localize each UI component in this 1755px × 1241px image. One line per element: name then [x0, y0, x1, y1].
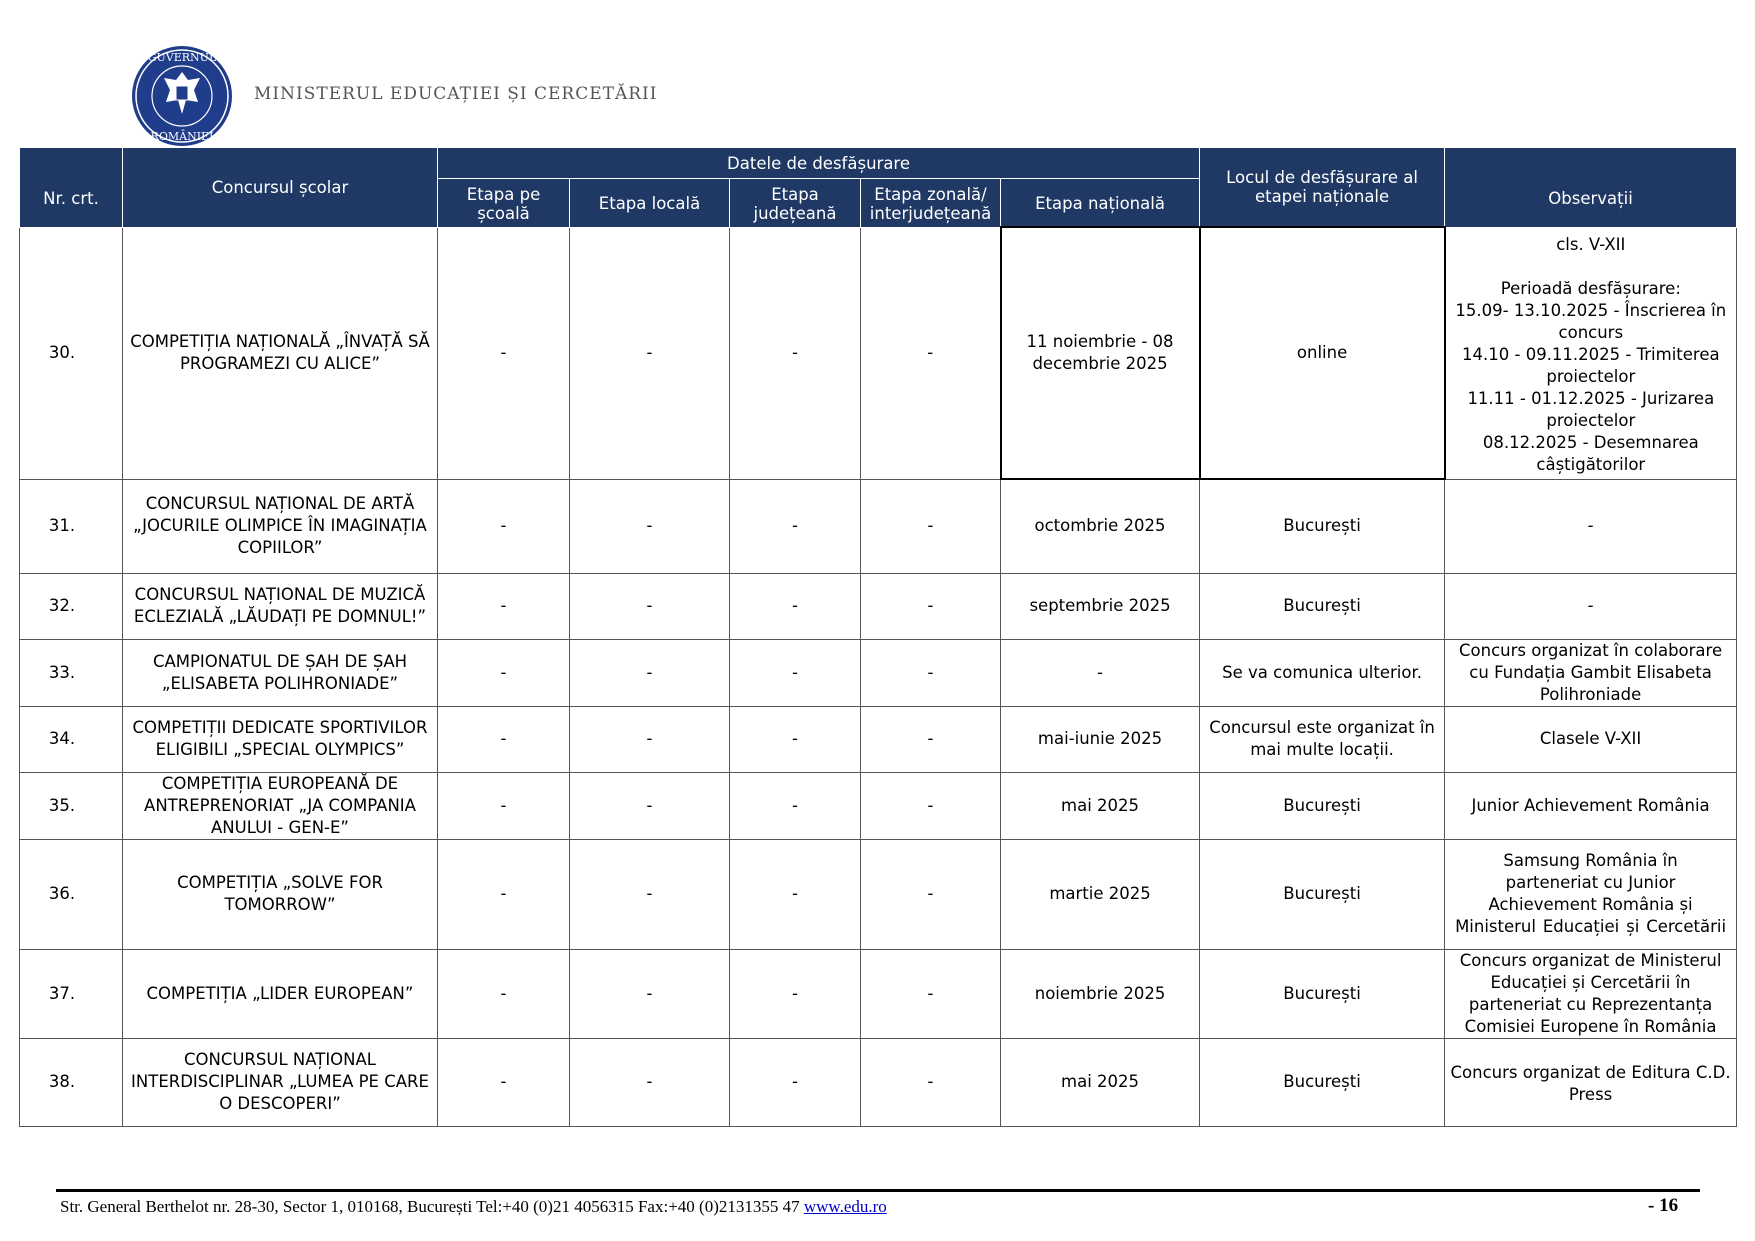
- competitions-table: [19, 147, 1737, 1127]
- row-competition-name: CAMPIONATUL DE ȘAH DE ȘAH „ELISABETA POLIHRONIADE”: [123, 639, 438, 706]
- header-locul: Locul de desfășurare al etapei naționale: [1200, 148, 1445, 228]
- row-nr: 35.: [20, 772, 123, 839]
- table-row: [20, 227, 1737, 479]
- row-etapa-nationala: mai-iunie 2025: [1001, 706, 1200, 772]
- row-etapa-judeteana: -: [730, 1038, 861, 1126]
- row-locul: București: [1200, 479, 1445, 573]
- header-etapa-judeteana: Etapa județeană: [730, 179, 861, 228]
- table-row: [20, 706, 1737, 772]
- header-datele: Datele de desfășurare: [438, 148, 1200, 179]
- row-etapa-zonala: -: [861, 839, 1001, 949]
- row-competition-name: CONCURSUL NAȚIONAL DE ARTĂ „JOCURILE OLIMPICE ÎN IMAGINAȚIA COPIILOR”: [123, 479, 438, 573]
- row-etapa-scoala: -: [438, 1038, 570, 1126]
- row-etapa-judeteana: -: [730, 772, 861, 839]
- row-etapa-scoala: -: [438, 573, 570, 639]
- row-etapa-zonala: -: [861, 479, 1001, 573]
- row-etapa-scoala: -: [438, 479, 570, 573]
- row-etapa-locala: -: [570, 1038, 730, 1126]
- row-locul: online: [1200, 227, 1445, 479]
- row-etapa-nationala: noiembrie 2025: [1001, 949, 1200, 1038]
- row-nr: 31.: [20, 479, 123, 573]
- ministry-name: MINISTERUL EDUCAȚIEI ȘI CERCETĂRII: [254, 84, 658, 104]
- row-etapa-nationala: martie 2025: [1001, 839, 1200, 949]
- row-etapa-zonala: -: [861, 573, 1001, 639]
- row-observatii: Samsung România în parteneriat cu Junior Achievement România și Ministerul Educației și Cercetării: [1445, 839, 1737, 949]
- row-etapa-scoala: -: [438, 949, 570, 1038]
- table-row: [20, 1038, 1737, 1126]
- row-competition-name: COMPETIȚIA EUROPEANĂ DE ANTREPRENORIAT „JA COMPANIA ANULUI - GEN-E”: [123, 772, 438, 839]
- table-row: [20, 839, 1737, 949]
- row-etapa-judeteana: -: [730, 839, 861, 949]
- row-etapa-locala: -: [570, 839, 730, 949]
- svg-text:ROMÂNIEI: ROMÂNIEI: [150, 130, 214, 143]
- row-locul: Concursul este organizat în mai multe locații.: [1200, 706, 1445, 772]
- row-etapa-zonala: -: [861, 227, 1001, 479]
- header-etapa-nationala: Etapa națională: [1001, 179, 1200, 228]
- row-etapa-locala: -: [570, 772, 730, 839]
- svg-text:GUVERNUL: GUVERNUL: [147, 51, 217, 64]
- row-nr: 33.: [20, 639, 123, 706]
- row-etapa-nationala: octombrie 2025: [1001, 479, 1200, 573]
- row-etapa-nationala: septembrie 2025: [1001, 573, 1200, 639]
- row-observatii: cls. V-XII Perioadă desfășurare: 15.09- 13.10.2025 - Înscrierea în concurs 14.10 - 09.11.2025 - Trimiterea proiectelor 11.11 - 01.12.2025 - Jurizarea proiectelor 08.12.2025 - Desemnarea câștigătorilor: [1445, 227, 1737, 479]
- header-observatii: Observații: [1445, 148, 1737, 228]
- row-locul: București: [1200, 772, 1445, 839]
- row-locul: București: [1200, 573, 1445, 639]
- row-etapa-zonala: -: [861, 639, 1001, 706]
- row-etapa-nationala: mai 2025: [1001, 1038, 1200, 1126]
- row-locul: București: [1200, 839, 1445, 949]
- row-etapa-locala: -: [570, 479, 730, 573]
- row-etapa-zonala: -: [861, 949, 1001, 1038]
- row-etapa-locala: -: [570, 949, 730, 1038]
- row-etapa-scoala: -: [438, 772, 570, 839]
- row-competition-name: COMPETIȚIA „SOLVE FOR TOMORROW”: [123, 839, 438, 949]
- footer-divider: [56, 1189, 1700, 1192]
- row-competition-name: COMPETIȚIA NAȚIONALĂ „ÎNVAȚĂ SĂ PROGRAMEZI CU ALICE”: [123, 227, 438, 479]
- row-etapa-zonala: -: [861, 1038, 1001, 1126]
- row-competition-name: CONCURSUL NAȚIONAL DE MUZICĂ ECLEZIALĂ „LĂUDAȚI PE DOMNUL!”: [123, 573, 438, 639]
- row-etapa-locala: -: [570, 706, 730, 772]
- row-etapa-judeteana: -: [730, 479, 861, 573]
- row-observatii: Concurs organizat de Editura C.D. Press: [1445, 1038, 1737, 1126]
- row-locul: Se va comunica ulterior.: [1200, 639, 1445, 706]
- header-etapa-locala: Etapa locală: [570, 179, 730, 228]
- page-header: [130, 44, 830, 148]
- row-etapa-scoala: -: [438, 839, 570, 949]
- row-etapa-scoala: -: [438, 227, 570, 479]
- row-etapa-nationala: -: [1001, 639, 1200, 706]
- row-observatii: -: [1445, 479, 1737, 573]
- row-etapa-locala: -: [570, 639, 730, 706]
- row-nr: 30.: [20, 227, 123, 479]
- header-etapa-scoala: Etapa pe școală: [438, 179, 570, 228]
- row-locul: București: [1200, 949, 1445, 1038]
- row-etapa-scoala: -: [438, 706, 570, 772]
- row-etapa-nationala: 11 noiembrie - 08 decembrie 2025: [1001, 227, 1200, 479]
- row-etapa-judeteana: -: [730, 573, 861, 639]
- footer-address: [60, 1197, 887, 1217]
- table-row: [20, 573, 1737, 639]
- row-nr: 32.: [20, 573, 123, 639]
- row-competition-name: COMPETIȚII DEDICATE SPORTIVILOR ELIGIBILI „SPECIAL OLYMPICS”: [123, 706, 438, 772]
- row-nr: 38.: [20, 1038, 123, 1126]
- government-seal-logo: [130, 44, 234, 148]
- table-row: [20, 772, 1737, 839]
- row-etapa-nationala: mai 2025: [1001, 772, 1200, 839]
- row-observatii: -: [1445, 573, 1737, 639]
- table-row: [20, 949, 1737, 1038]
- row-etapa-zonala: -: [861, 772, 1001, 839]
- row-etapa-locala: -: [570, 573, 730, 639]
- row-observatii: Concurs organizat de Ministerul Educației și Cercetării în parteneriat cu Reprezentanța Comisiei Europene în România: [1445, 949, 1737, 1038]
- header-concurs: Concursul școlar: [123, 148, 438, 228]
- table-row: [20, 479, 1737, 573]
- row-observatii: Junior Achievement România: [1445, 772, 1737, 839]
- website-link[interactable]: www.edu.ro: [803, 1197, 887, 1216]
- header-etapa-zonala: Etapa zonală/ interjudețeană: [861, 179, 1001, 228]
- row-etapa-judeteana: -: [730, 706, 861, 772]
- row-etapa-judeteana: -: [730, 227, 861, 479]
- row-nr: 34.: [20, 706, 123, 772]
- row-nr: 36.: [20, 839, 123, 949]
- row-locul: București: [1200, 1038, 1445, 1126]
- row-competition-name: CONCURSUL NAȚIONAL INTERDISCIPLINAR „LUMEA PE CARE O DESCOPERI”: [123, 1038, 438, 1126]
- row-etapa-zonala: -: [861, 706, 1001, 772]
- row-etapa-locala: -: [570, 227, 730, 479]
- row-etapa-judeteana: -: [730, 949, 861, 1038]
- row-etapa-judeteana: -: [730, 639, 861, 706]
- footer-address-text: Str. General Berthelot nr. 28-30, Sector 1, 010168, București Tel:+40 (0)21 4056315 Fax:+40 (0)2131355 47: [60, 1197, 804, 1216]
- header-nr: Nr. crt.: [20, 148, 123, 228]
- row-observatii: Concurs organizat în colaborare cu Fundația Gambit Elisabeta Polihroniade: [1445, 639, 1737, 706]
- row-etapa-scoala: -: [438, 639, 570, 706]
- row-nr: 37.: [20, 949, 123, 1038]
- page-number: - 16: [1648, 1195, 1679, 1216]
- table-row: [20, 639, 1737, 706]
- row-observatii: Clasele V-XII: [1445, 706, 1737, 772]
- row-competition-name: COMPETIȚIA „LIDER EUROPEAN”: [123, 949, 438, 1038]
